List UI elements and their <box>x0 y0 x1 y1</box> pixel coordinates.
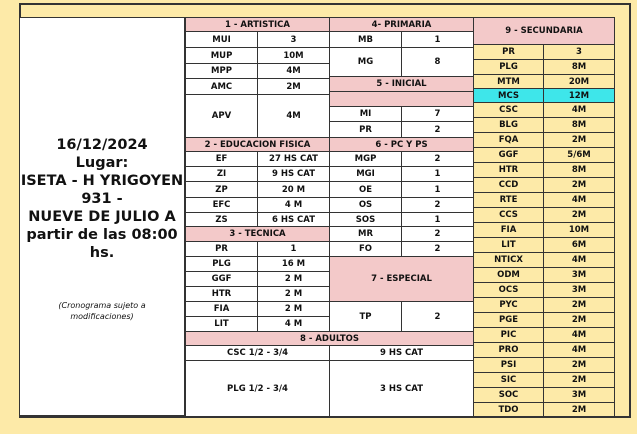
table-cell: 20 M <box>258 182 330 198</box>
table-cell: 2 M <box>258 302 330 317</box>
table-cell: PR <box>474 45 544 60</box>
table-cell: FQA <box>474 133 544 148</box>
table-cell: 2M <box>544 298 615 313</box>
tecnica-title: 3 - TECNICA <box>186 227 330 242</box>
table-cell: 8M <box>544 118 615 133</box>
table-cell: MG <box>330 48 402 77</box>
table-cell: 1 <box>402 182 474 198</box>
table-cell: 2 <box>402 122 474 138</box>
table-cell: CCS <box>474 208 544 223</box>
table-cell: ZP <box>186 182 258 198</box>
table-cell: 7 <box>402 107 474 122</box>
table-cell: 2 <box>402 198 474 213</box>
table-cell: OCS <box>474 283 544 298</box>
schedule-note-line2: modificaciones) <box>70 312 134 321</box>
table-cell: 2M <box>544 358 615 373</box>
event-place-line3: NUEVE DE JULIO A <box>28 209 176 225</box>
table-cell: CCD <box>474 178 544 193</box>
table-cell: 27 HS CAT <box>258 152 330 167</box>
table-cell: RTE <box>474 193 544 208</box>
table-cell: MGI <box>330 167 402 182</box>
table-cell: 2M <box>544 403 615 417</box>
pcps-title: 6 - PC Y PS <box>330 138 474 152</box>
table-cell: 2M <box>258 79 330 95</box>
table-cell: 2 <box>402 302 474 332</box>
event-place-line2: 931 - <box>81 191 123 207</box>
bottom-border <box>19 416 631 418</box>
table-cell: TDO <box>474 403 544 417</box>
table-cell: FO <box>330 242 402 257</box>
table-cell: 2M <box>544 373 615 388</box>
schedule-note-line1: (Cronograma sujeto a <box>58 301 146 310</box>
event-time-line2: hs. <box>89 245 115 261</box>
table-cell: OE <box>330 182 402 198</box>
primaria-title: 4- PRIMARIA <box>330 18 474 32</box>
table-cell: PGE <box>474 313 544 328</box>
table-cell-highlighted: 12M <box>544 89 615 103</box>
table-cell: 2M <box>544 208 615 223</box>
event-date: 16/12/2024 <box>56 137 148 153</box>
table-cell: 6 HS CAT <box>258 213 330 227</box>
table-cell: MUI <box>186 32 258 48</box>
table-cell: 8 <box>402 48 474 77</box>
inicial-title: 5 - INICIAL <box>330 77 474 92</box>
table-cell: 1 <box>402 32 474 48</box>
table-cell: MR <box>330 227 402 242</box>
table-cell: EFC <box>186 198 258 213</box>
table-cell: ODM <box>474 268 544 283</box>
table-cell: 1 <box>402 167 474 182</box>
table-cell: 2 <box>402 227 474 242</box>
table-cell: 6M <box>544 238 615 253</box>
table-cell: 2 M <box>258 287 330 302</box>
table-cell: HTR <box>186 287 258 302</box>
table-cell: 2M <box>544 178 615 193</box>
table-cell: 3M <box>544 283 615 298</box>
artistica-title: 1 - ARTISTICA <box>186 18 330 32</box>
table-cell: 2M <box>544 313 615 328</box>
table-cell: 3 <box>544 45 615 60</box>
table-cell: EF <box>186 152 258 167</box>
table-cell: CSC 1/2 - 3/4 <box>186 346 330 361</box>
table-cell: ZI <box>186 167 258 182</box>
table-cell: MTM <box>474 75 544 89</box>
table-cell: 4 M <box>258 198 330 213</box>
table-cell: MPP <box>186 64 258 79</box>
table-cell: LIT <box>474 238 544 253</box>
table-cell: 9 HS CAT <box>330 346 474 361</box>
table-cell: PYC <box>474 298 544 313</box>
event-info-panel <box>19 17 185 416</box>
table-cell: 4M <box>544 103 615 118</box>
table-cell: SOC <box>474 388 544 403</box>
table-cell: CSC <box>474 103 544 118</box>
table-cell: 2M <box>544 133 615 148</box>
table-cell: ZS <box>186 213 258 227</box>
table-cell: 4M <box>544 328 615 343</box>
table-cell-highlighted: MCS <box>474 89 544 103</box>
table-cell: 4M <box>258 95 330 138</box>
table-cell: 10M <box>544 223 615 238</box>
table-cell: 4M <box>544 253 615 268</box>
table-cell: PSI <box>474 358 544 373</box>
table-cell: 4M <box>544 343 615 358</box>
table-cell: MGP <box>330 152 402 167</box>
table-cell: AMC <box>186 79 258 95</box>
table-cell: 8M <box>544 163 615 178</box>
educacion-fisica-title: 2 - EDUCACION FISICA <box>186 138 330 152</box>
schedule-note <box>20 300 184 322</box>
table-cell: MB <box>330 32 402 48</box>
especial-title: 7 - ESPECIAL <box>330 257 474 302</box>
table-cell: PLG 1/2 - 3/4 <box>186 361 330 417</box>
table-cell: 3 <box>258 32 330 48</box>
table-cell: 4M <box>258 64 330 79</box>
table-cell: BLG <box>474 118 544 133</box>
table-cell: PR <box>186 242 258 257</box>
adultos-table <box>185 331 474 417</box>
pcps-especial-table <box>329 137 474 332</box>
table-cell: NTICX <box>474 253 544 268</box>
table-cell: 9 HS CAT <box>258 167 330 182</box>
table-cell: 3 HS CAT <box>330 361 474 417</box>
table-cell: TP <box>330 302 402 332</box>
table-cell: OS <box>330 198 402 213</box>
table-cell: FIA <box>474 223 544 238</box>
table-cell: 8M <box>544 60 615 75</box>
inicial-blank-band <box>330 92 474 107</box>
table-cell: PLG <box>474 60 544 75</box>
table-cell: GGF <box>474 148 544 163</box>
table-cell: 2 <box>402 242 474 257</box>
table-cell: 4M <box>544 193 615 208</box>
schedule-grid <box>185 17 473 416</box>
table-cell: 2 <box>402 152 474 167</box>
event-place-label: Lugar: <box>75 155 129 171</box>
table-cell: PR <box>330 122 402 138</box>
table-cell: GGF <box>186 272 258 287</box>
table-cell: 2 M <box>258 272 330 287</box>
primaria-inicial-table <box>329 17 474 138</box>
table-cell: 3M <box>544 268 615 283</box>
table-cell: APV <box>186 95 258 138</box>
event-place-line1: ISETA - H YRIGOYEN <box>20 173 184 189</box>
table-cell: 5/6M <box>544 148 615 163</box>
adultos-title: 8 - ADULTOS <box>186 332 474 346</box>
secundaria-table <box>473 17 615 417</box>
table-cell: MI <box>330 107 402 122</box>
educacion-fisica-tecnica-table <box>185 137 330 332</box>
table-cell: 20M <box>544 75 615 89</box>
table-cell: LIT <box>186 317 258 332</box>
table-cell: PRO <box>474 343 544 358</box>
table-cell: 10M <box>258 48 330 64</box>
table-cell: FIA <box>186 302 258 317</box>
table-cell: SIC <box>474 373 544 388</box>
right-strip <box>614 17 631 416</box>
top-strip <box>19 3 631 17</box>
event-info <box>20 136 184 262</box>
table-cell: HTR <box>474 163 544 178</box>
table-cell: 4 M <box>258 317 330 332</box>
table-cell: PLG <box>186 257 258 272</box>
artistica-table <box>185 17 330 138</box>
table-cell: PIC <box>474 328 544 343</box>
table-cell: 1 <box>402 213 474 227</box>
secundaria-title: 9 - SECUNDARIA <box>474 18 615 45</box>
event-time-line1: partir de las 08:00 <box>26 227 178 243</box>
table-cell: 1 <box>258 242 330 257</box>
table-cell: 16 M <box>258 257 330 272</box>
table-cell: MUP <box>186 48 258 64</box>
table-cell: SOS <box>330 213 402 227</box>
table-cell: 3M <box>544 388 615 403</box>
